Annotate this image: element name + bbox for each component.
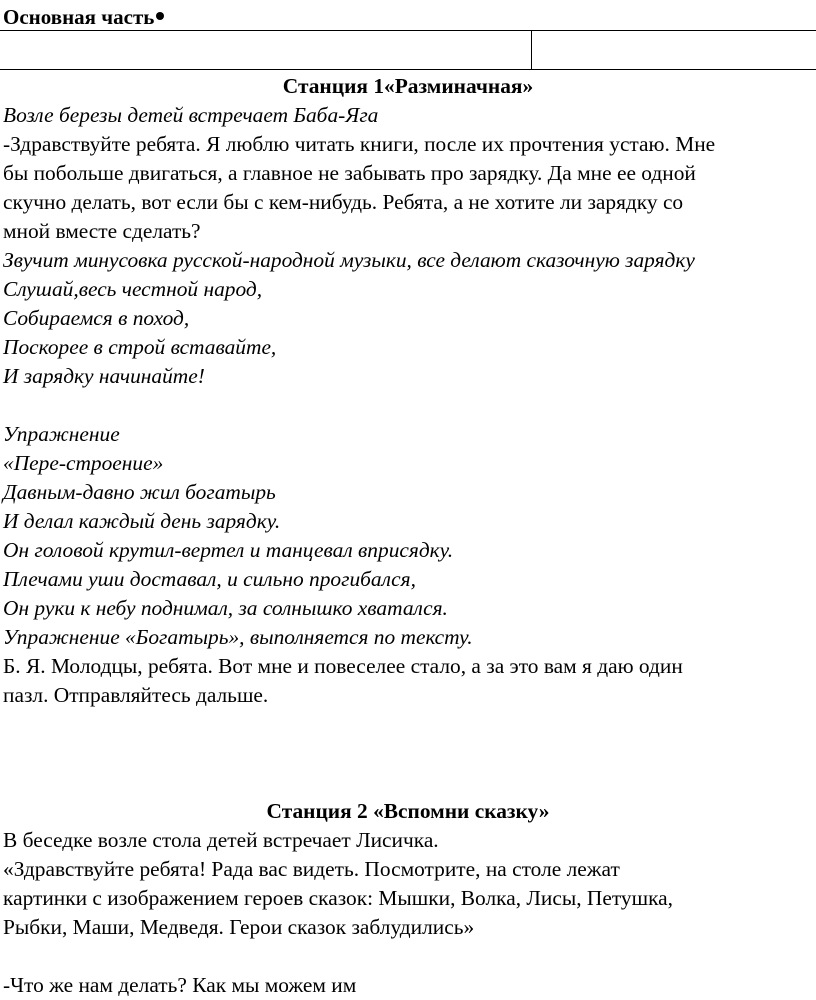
exercise-line: Упражнение «Богатырь», выполняется по тексту. — [3, 625, 473, 649]
exercise-line: Упражнение — [3, 422, 120, 446]
station-2-line: картинки с изображением героев сказок: Мышки, Волка, Лисы, Петушка, — [3, 886, 674, 910]
spacer — [3, 710, 811, 797]
speech-line: бы побольше двигаться, а главное не забывать про зарядку. Да мне ее одной — [3, 161, 696, 185]
station-2-question: -Что же нам делать? Как мы можем им — [3, 973, 357, 997]
speech-line: мной вместе сделать? — [3, 219, 201, 243]
exercise-line: Он руки к небу поднимал, за солнышко хватался. — [3, 596, 448, 620]
station-2-line: Рыбки, Маши, Медведя. Герои сказок заблудились» — [3, 915, 475, 939]
table-bottom-border — [0, 69, 816, 70]
station-2-line: «Здравствуйте ребята! Рада вас видеть. Посмотрите, на столе лежат — [3, 857, 620, 881]
exercise-line: И делал каждый день зарядку. — [3, 509, 281, 533]
closing-line: Б. Я. Молодцы, ребята. Вот мне и повеселее стало, а за это вам я даю один — [3, 654, 683, 678]
spacer — [3, 391, 811, 420]
poem-line: Поскорее в строй вставайте, — [3, 335, 277, 359]
table-top-border — [0, 30, 816, 31]
speech-line: скучно делать, вот если бы с кем-нибудь. Ребята, а не хотите ли зарядку со — [3, 190, 684, 214]
music-note: Звучит минусовка русской-народной музыки, все делают сказочную зарядку — [3, 248, 695, 272]
section-heading-text: Основная часть — [3, 5, 155, 29]
closing-line: пазл. Отправляйтесь дальше. — [3, 683, 269, 707]
poem-line: Собираемся в поход, — [3, 306, 190, 330]
document-body — [3, 72, 811, 1000]
spacer — [3, 942, 811, 971]
exercise-line: «Пере-строение» — [3, 451, 164, 475]
bullet-icon — [156, 12, 164, 20]
poem-line: Слушай,весь честной народ, — [3, 277, 263, 301]
station-2-title: Станция 2 «Вспомни сказку» — [266, 799, 550, 823]
exercise-line: Плечами уши доставал, и сильно прогибался, — [3, 567, 416, 591]
exercise-line: Давным-давно жил богатырь — [3, 480, 276, 504]
section-heading — [3, 4, 164, 30]
poem-line: И зарядку начинайте! — [3, 364, 205, 388]
station-1-title: Станция 1«Разминачная» — [282, 74, 534, 98]
exercise-line: Он головой крутил-вертел и танцевал вприсядку. — [3, 538, 454, 562]
speech-line: -Здравствуйте ребята. Я люблю читать книги, после их прочтения устаю. Мне — [3, 132, 716, 156]
station-1-intro: Возле березы детей встречает Баба-Яга — [3, 103, 379, 127]
table-column-divider — [531, 30, 532, 69]
station-2-line: В беседке возле стола детей встречает Лисичка. — [3, 828, 439, 852]
